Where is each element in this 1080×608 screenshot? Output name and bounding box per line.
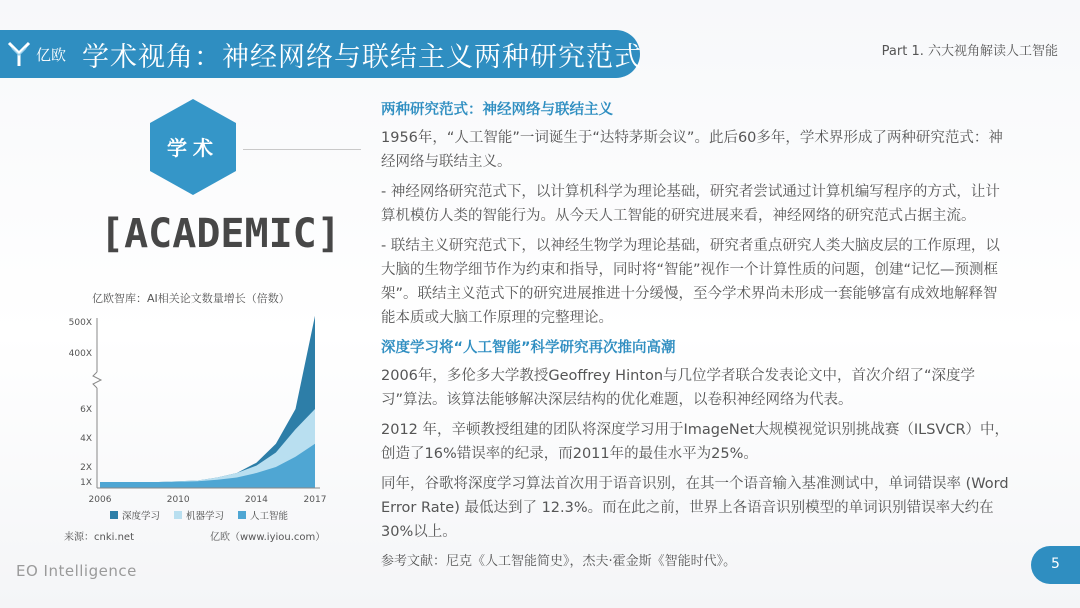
legend-label: 机器学习 <box>186 511 225 522</box>
paragraph: 2006年，多伦多大学教授Geoffrey Hinton与几位学者联合发表论文中，首次介绍了“深度学习”算法。该算法能够解决深层结构的优化难题，以卷积神经网络为代表。 <box>381 368 976 408</box>
legend-item <box>238 508 288 522</box>
y-tick-label: 1X <box>80 478 92 488</box>
paragraph: - 神经网络研究范式下，以计算机科学为理论基础，研究者尝试通过计算机编写程序的方式，让计算机模仿人类的智能行为。从今天人工智能的研究进展来看，神经网络的研究范式占据主流。 <box>381 184 1000 224</box>
logo-text: 亿欧 <box>36 45 67 64</box>
chart-credit: 亿欧（www.iyiou.com） <box>210 532 326 543</box>
x-tick-label: 2006 <box>88 495 112 505</box>
chart-legend <box>110 508 288 522</box>
page-number: 5 <box>1051 556 1060 572</box>
academic-wordmark: [ACADEMIC] <box>100 211 341 257</box>
section-heading: 深度学习将“人工智能”科学研究再次推向高潮 <box>381 340 676 356</box>
legend-item <box>110 508 160 522</box>
y-tick-label: 2X <box>80 463 92 473</box>
legend-swatch <box>238 511 246 519</box>
section-heading: 两种研究范式：神经网络与联结主义 <box>381 102 613 118</box>
logo <box>6 38 68 70</box>
paragraph: 同年，谷歌将深度学习算法首次用于语音识别，在其一个语音输入基准测试中，单词错误率 (Word Error Rate) 最低达到了 12.3%。而在此之前，世界上各语音识别模型的单词识别错误率大约在30%以上。 <box>381 476 1009 540</box>
reference: 参考文献：尼克《人工智能简史》，杰夫·霍金斯《智能时代》。 <box>381 554 737 569</box>
yiou-logo-icon <box>6 40 32 68</box>
axis-break-mark <box>93 372 101 388</box>
y-tick-label: 500X <box>68 318 92 328</box>
legend-swatch <box>174 511 182 519</box>
badge-label: 学术 <box>167 136 219 160</box>
footer-brand: EO Intelligence <box>16 562 137 580</box>
chart-title: 亿欧智库：AI相关论文数量增长（倍数） <box>92 292 290 305</box>
section-label: Part 1. 六大视角解读人工智能 <box>881 44 1058 59</box>
growth-chart <box>55 310 335 510</box>
paragraph: 1956年，“人工智能”一词诞生于“达特茅斯会议”。此后60多年，学术界形成了两种研究范式：神经网络与联结主义。 <box>381 130 1003 170</box>
y-tick-label: 400X <box>68 349 92 359</box>
x-tick-label: 2010 <box>166 495 190 505</box>
page-title: 学术视角：神经网络与联结主义两种研究范式 <box>82 42 642 73</box>
legend-item <box>174 508 224 522</box>
content-column <box>381 98 1011 580</box>
y-tick-label: 4X <box>80 434 92 444</box>
legend-swatch <box>110 511 118 519</box>
divider <box>243 149 361 150</box>
x-tick-label: 2017 <box>303 495 327 505</box>
x-tick-label: 2014 <box>244 495 268 505</box>
chart-source: 来源：cnki.net <box>64 532 134 543</box>
paragraph: - 联结主义研究范式下，以神经生物学为理论基础，研究者重点研究人类大脑皮层的工作原理，以大脑的生物学细节作为约束和指导，同时将“智能”视作一个计算性质的问题，创建“记忆—预测框架”。联结主义范式下的研究进展推进十分缓慢，至今学术界尚未形成一套能够富有成效地解释智能本质或大脑工作原理的完整理论。 <box>381 238 1000 326</box>
y-tick-label: 6X <box>80 405 92 415</box>
legend-label: 深度学习 <box>122 511 161 522</box>
legend-label: 人工智能 <box>250 511 289 522</box>
paragraph: 2012 年，辛顿教授组建的团队将深度学习用于ImageNet大规模视觉识别挑战赛（ILSVCR）中，创造了16%错误率的纪录，而2011年的最佳水平为25%。 <box>381 422 1010 462</box>
